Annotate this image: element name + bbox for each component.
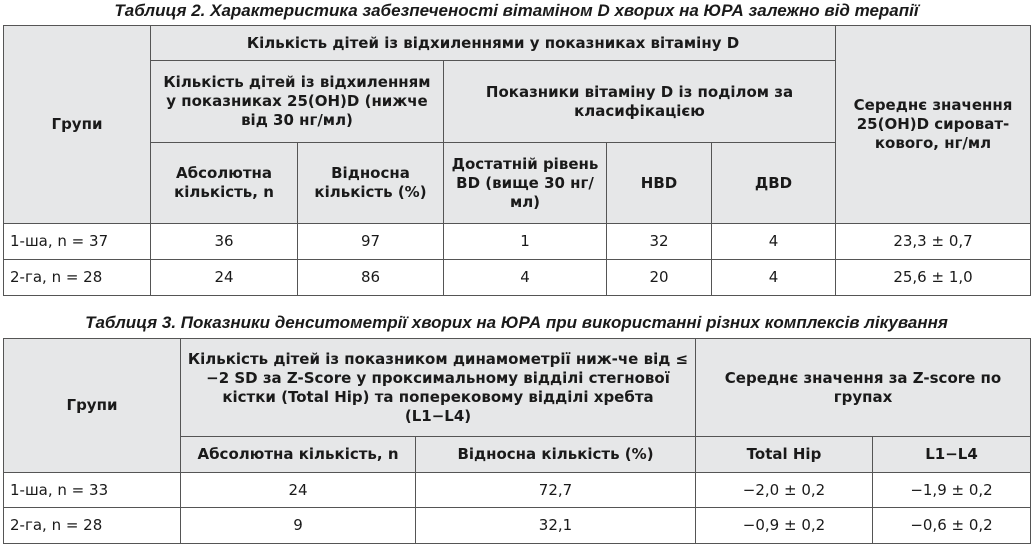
t2-header-below30: Кількість дітей із відхиленням у показниках 25(OH)D (нижче від 30 нг/мл) (151, 61, 444, 143)
t3-cell-group: 2-га, n = 28 (4, 508, 181, 544)
t2-header-dvd: ДВD (712, 143, 836, 224)
table3-caption: Таблиця 3. Показники денситометрії хворих на ЮРА при використанні різних комплексів лікування (85, 313, 948, 332)
t3-cell-relative: 72,7 (416, 473, 696, 508)
t3-cell-absolute: 24 (181, 473, 416, 508)
t3-cell-group: 1-ша, n = 33 (4, 473, 181, 508)
t2-cell-relative: 97 (298, 224, 444, 260)
t3-cell-relative: 32,1 (416, 508, 696, 544)
t2-header-sufficient: Достатній рівень BD (вище 30 нг/мл) (444, 143, 607, 224)
t2-cell-dvd: 4 (712, 260, 836, 296)
table2-caption: Таблиця 2. Характеристика забезпеченості вітаміном D хворих на ЮРА залежно від терапії (114, 1, 919, 20)
t3-header-groups: Групи (4, 339, 181, 473)
t2-cell-relative: 86 (298, 260, 444, 296)
t3-cell-l1l4: −0,6 ± 0,2 (873, 508, 1031, 544)
t2-header-deviations: Кількість дітей із відхиленнями у показниках вітаміну D (151, 26, 836, 61)
t3-cell-total-hip: −2,0 ± 0,2 (696, 473, 873, 508)
t2-header-mean: Середнє значення 25(OH)D сироват-кового, нг/мл (836, 26, 1031, 224)
t2-header-absolute: Абсолютна кількість, n (151, 143, 298, 224)
table-row (4, 224, 1031, 260)
t2-header-groups: Групи (4, 26, 151, 224)
t2-cell-hbd: 32 (607, 224, 712, 260)
table2 (3, 25, 1031, 296)
t3-cell-l1l4: −1,9 ± 0,2 (873, 473, 1031, 508)
table-row (4, 473, 1031, 508)
t2-cell-group: 1-ша, n = 37 (4, 224, 151, 260)
t3-header-count: Кількість дітей із показником динамометрії ниж-че від ≤ −2 SD за Z-Score у проксимальному відділі стегнової кістки (Total Hip) та поперековому відділі хребта (L1−L4) (181, 339, 696, 437)
t3-header-mean-z: Середнє значення за Z-score по групах (696, 339, 1031, 437)
t2-header-classification: Показники вітаміну D із поділом за класифікацією (444, 61, 836, 143)
table-row (4, 508, 1031, 544)
t3-header-relative: Відносна кількість (%) (416, 437, 696, 473)
t3-header-l1l4: L1−L4 (873, 437, 1031, 473)
t2-cell-hbd: 20 (607, 260, 712, 296)
t2-header-hbd: НВD (607, 143, 712, 224)
t2-cell-mean: 23,3 ± 0,7 (836, 224, 1031, 260)
t3-cell-absolute: 9 (181, 508, 416, 544)
t2-cell-sufficient: 4 (444, 260, 607, 296)
t2-cell-dvd: 4 (712, 224, 836, 260)
table3 (3, 338, 1031, 544)
t2-cell-absolute: 24 (151, 260, 298, 296)
t2-cell-absolute: 36 (151, 224, 298, 260)
t2-header-relative: Відносна кількість (%) (298, 143, 444, 224)
t3-header-absolute: Абсолютна кількість, n (181, 437, 416, 473)
t2-cell-mean: 25,6 ± 1,0 (836, 260, 1031, 296)
t2-cell-sufficient: 1 (444, 224, 607, 260)
t3-cell-total-hip: −0,9 ± 0,2 (696, 508, 873, 544)
table-row (4, 260, 1031, 296)
t2-cell-group: 2-га, n = 28 (4, 260, 151, 296)
t3-header-total-hip: Total Hip (696, 437, 873, 473)
